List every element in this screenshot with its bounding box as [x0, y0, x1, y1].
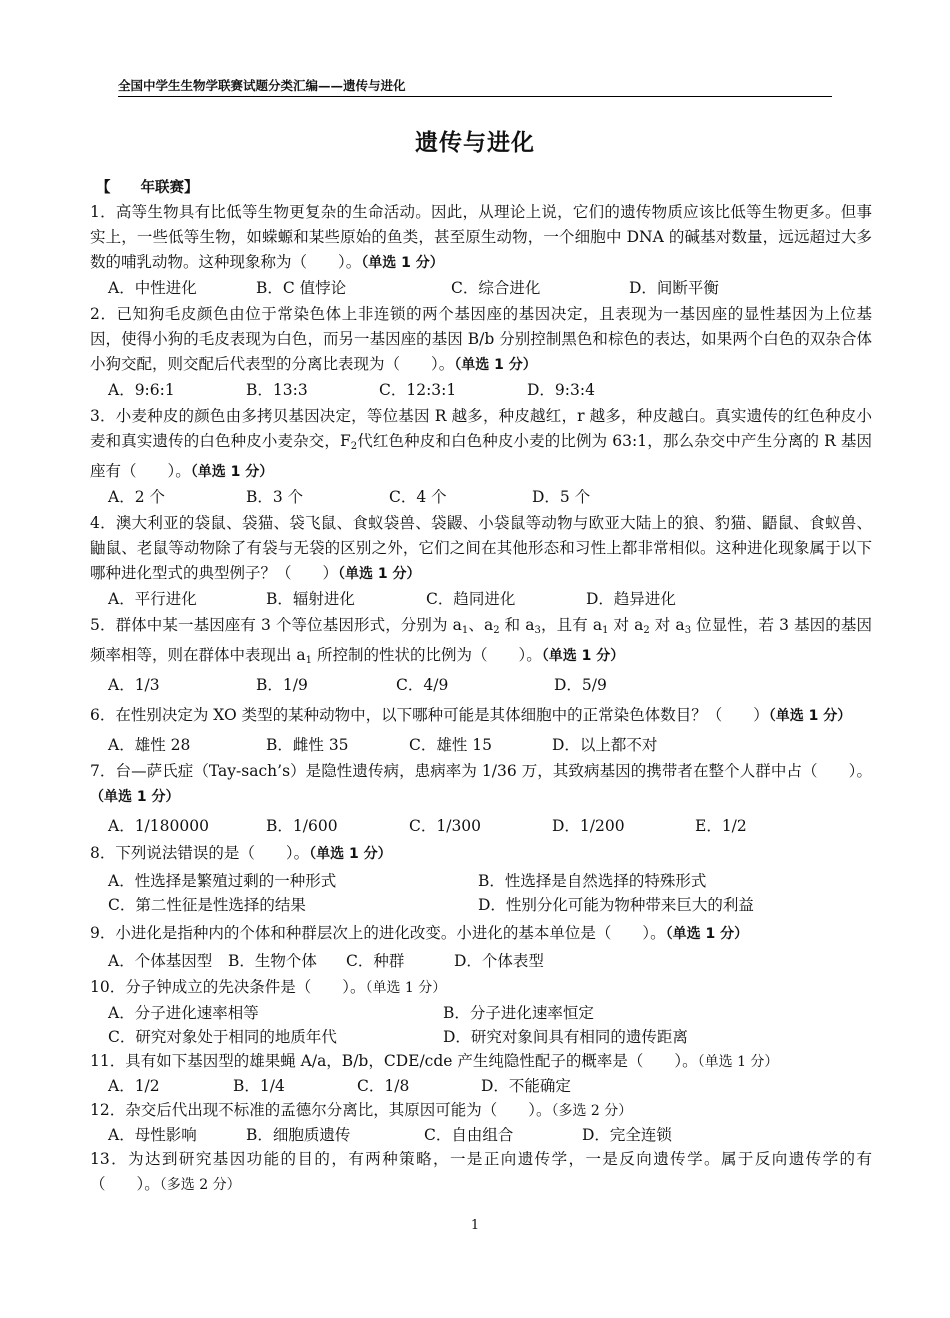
question-note: （单选 1 分） [338, 566, 421, 582]
question-note: （单选 1 分） [697, 1054, 779, 1070]
option: B．13:3 [246, 381, 308, 399]
question-text: 、a [468, 616, 494, 634]
option: D．9:3:4 [527, 381, 595, 399]
question-4 [90, 511, 872, 587]
subscript: 3 [534, 625, 541, 636]
options-9 [90, 949, 872, 974]
option: A．1/3 [108, 676, 160, 694]
option: D．趋异进化 [586, 590, 676, 608]
options-6 [90, 733, 872, 758]
option: C．4 个 [389, 488, 447, 506]
question-1 [90, 200, 872, 276]
option: A．分子进化速率相等 [108, 1004, 259, 1022]
question-note: （多选 2 分） [159, 1177, 241, 1193]
subscript: 1 [602, 625, 609, 636]
option: C．12:3:1 [379, 381, 457, 399]
question-note: （单选 1 分） [365, 980, 447, 996]
option: D．1/200 [552, 817, 625, 835]
question-8 [90, 841, 872, 867]
option: B．1/4 [233, 1077, 285, 1095]
subscript: 2 [643, 625, 650, 636]
options-12 [90, 1124, 872, 1146]
question-2 [90, 302, 872, 378]
page-title: 遗传与进化 [415, 130, 535, 156]
question-text: 12．杂交后代出现不标准的孟德尔分离比，其原因可能为（ ）。 [90, 1101, 552, 1119]
option: A．1/2 [108, 1077, 160, 1095]
option: A．个体基因型 [108, 952, 213, 970]
question-note: （单选 1 分） [768, 708, 852, 724]
subscript: 3 [684, 625, 692, 636]
question-note: （单选 1 分） [190, 464, 274, 480]
options-8 [90, 869, 872, 917]
option: B．雌性 35 [266, 736, 349, 754]
option: D．以上都不对 [552, 736, 658, 754]
question-text: 对 a [649, 616, 685, 634]
option: D．5 个 [532, 488, 591, 506]
question-text: 6．在性别决定为 XO 类型的某种动物中，以下哪种可能是其体细胞中的正常染色体数目？（ ） [90, 706, 769, 724]
question-list [90, 176, 872, 1198]
question-text: 8．下列说法错误的是（ ）。 [90, 844, 310, 862]
option: A．平行进化 [108, 590, 197, 608]
options-5 [90, 673, 872, 698]
option: A．中性进化 [108, 279, 197, 297]
option: D．性别分化可能为物种带来巨大的利益 [478, 896, 754, 914]
options-3 [90, 485, 872, 510]
section-label: 年联赛】 [140, 180, 199, 196]
question-text: 1．高等生物具有比低等生物更复杂的生命活动。因此，从理论上说，它们的遗传物质应该比低等生物更多。但事实上，一些低等生物，如蝾螈和某些原始的鱼类，甚至原生动物，一个细胞中 DNA 的碱基对数量，远远超过大多数的哺乳动物。这种现象称为（ ）。 [90, 203, 872, 271]
option: D．不能确定 [481, 1077, 571, 1095]
option: E．1/2 [695, 817, 747, 835]
question-note: （单选 1 分） [361, 255, 444, 271]
option: A．9:6:1 [108, 381, 175, 399]
question-text: 和 a [499, 616, 535, 634]
option: C．趋同进化 [426, 590, 516, 608]
question-text: 7．台—萨氏症（Tay-sach’s）是隐性遗传病，患病率为 1/36 万，其致病基因的携带者在整个人群中占（ ）。 [90, 762, 872, 780]
question-5 [90, 613, 872, 673]
question-7 [90, 759, 872, 810]
option: C．种群 [346, 952, 405, 970]
option: D．个体表型 [454, 952, 544, 970]
question-text: 11．具有如下基因型的雄果蝇 A/a，B/b，CDE/cde 产生纯隐性配子的概率是（ ）。 [90, 1052, 698, 1070]
page-number: 1 [470, 1218, 480, 1233]
option: B．1/600 [266, 817, 338, 835]
option: D．间断平衡 [629, 279, 719, 297]
option: C．1/300 [409, 817, 482, 835]
option: A．雄性 28 [108, 736, 191, 754]
option: C．综合进化 [451, 279, 541, 297]
subscript: 2 [350, 441, 358, 452]
question-text: 10．分子钟成立的先决条件是（ ）。 [90, 978, 366, 996]
question-3 [90, 404, 872, 485]
question-text: ，且有 a [540, 616, 603, 634]
options-7 [90, 814, 872, 839]
subscript: 1 [461, 625, 469, 636]
subscript: 2 [493, 625, 500, 636]
question-text: 位显性，若 3 基因的基因频率相等，则在群体中表现出 a [90, 616, 872, 664]
section-heading [90, 176, 872, 200]
options-2 [90, 378, 872, 403]
options-10 [90, 1001, 872, 1049]
option: C．研究对象处于相同的地质年代 [108, 1028, 337, 1046]
question-text: 13．为达到研究基因功能的目的，有两种策略，一是正向遗传学，一是反向遗传学。属于反向遗传学的有（ ）。 [90, 1150, 872, 1193]
question-text: 对 a [608, 616, 644, 634]
question-note: （多选 2 分） [551, 1103, 633, 1119]
question-note: （单选 1 分） [454, 357, 537, 373]
options-4 [90, 587, 872, 612]
option: B．生物个体 [228, 952, 317, 970]
option: B．1/9 [256, 676, 308, 694]
question-12 [90, 1098, 872, 1124]
option: A．1/180000 [108, 817, 209, 835]
option: B．辐射进化 [266, 590, 355, 608]
option: C．雄性 15 [409, 736, 493, 754]
question-11 [90, 1049, 872, 1075]
option: A．母性影响 [108, 1126, 197, 1144]
option: C．1/8 [357, 1077, 410, 1095]
option: B．C 值悖论 [256, 279, 347, 297]
question-6 [90, 699, 872, 733]
subscript: 1 [305, 655, 313, 666]
question-note: （单选 1 分） [541, 648, 625, 664]
option: B．分子进化速率恒定 [443, 1004, 594, 1022]
question-text: 3．小麦种皮的颜色由多拷贝基因决定，等位基因 R 越多，种皮越红，r 越多，种皮越白。真实遗传的红色种皮小麦和真实遗传的白色种皮小麦杂交，F [90, 407, 872, 450]
question-13 [90, 1147, 872, 1198]
option: C．4/9 [396, 676, 449, 694]
question-text: 所控制的性状的比例为（ ）。 [312, 646, 542, 664]
option: B．性选择是自然选择的特殊形式 [478, 872, 707, 890]
option: D．5/9 [554, 676, 607, 694]
option: B．细胞质遗传 [246, 1126, 351, 1144]
question-text: 代红色种皮和白色种皮小麦的比例为 63:1，那么杂交中产生分离的 R 基因座有（ ）。 [90, 432, 872, 480]
option: B．3 个 [246, 488, 304, 506]
question-note: （单选 1 分） [665, 926, 749, 942]
question-text: 9．小进化是指种内的个体和种群层次上的进化改变。小进化的基本单位是（ ）。 [90, 924, 666, 942]
section-bracket: 【 [96, 180, 111, 196]
option: D．研究对象间具有相同的遗传距离 [443, 1028, 688, 1046]
question-text: 2．已知狗毛皮颜色由位于常染色体上非连锁的两个基因座的基因决定，且表现为一基因座的显性基因为上位基因，使得小狗的毛皮表现为白色，而另一基因座的基因 B/b 分别控制黑色和棕色的表达，如果两个白色的双杂合体小狗交配，则交配后代表型的分离比表现为（ ）。 [90, 305, 872, 373]
option: D．完全连锁 [582, 1126, 672, 1144]
question-note: （单选 1 分） [309, 846, 392, 862]
running-header: 全国中学生生物学联赛试题分类汇编——遗传与进化 [118, 76, 832, 97]
question-text: 4．澳大利亚的袋鼠、袋猫、袋飞鼠、食蚁袋兽、袋鼹、小袋鼠等动物与欧亚大陆上的狼、豹猫、鼯鼠、食蚁兽、鼬鼠、老鼠等动物除了有袋与无袋的区别之外，它们之间在其他形态和习性上都非常相似。这种进化现象属于以下哪种进化型式的典型例子？（ ） [90, 514, 872, 582]
option: C．自由组合 [424, 1126, 514, 1144]
question-10 [90, 975, 872, 1001]
options-1 [90, 276, 872, 301]
question-9 [90, 921, 872, 947]
question-note: （单选 1 分） [90, 789, 180, 805]
option: C．第二性征是性选择的结果 [108, 896, 306, 914]
option: A．性选择是繁殖过剩的一种形式 [108, 872, 337, 890]
question-text: 5．群体中某一基因座有 3 个等位基因形式，分别为 a [90, 616, 462, 634]
options-11 [90, 1075, 872, 1097]
option: A．2 个 [108, 488, 165, 506]
